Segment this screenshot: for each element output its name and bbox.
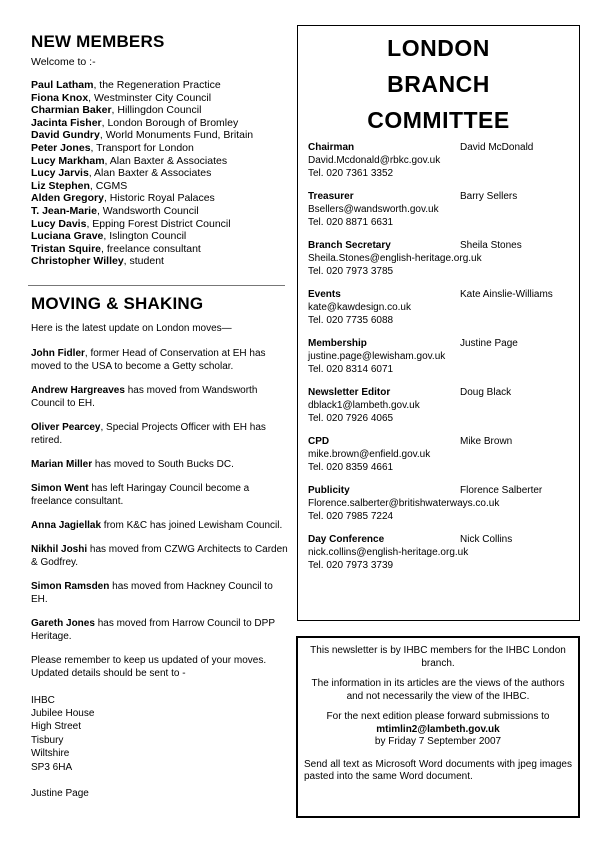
role-email[interactable]: mike.brown@enfield.gov.uk [308, 449, 431, 460]
move-item [31, 421, 289, 447]
move-name: Anna Jagiellak [31, 519, 102, 531]
list-item [31, 142, 286, 155]
list-item [31, 117, 286, 130]
committee-box [297, 25, 580, 621]
move-item [31, 617, 289, 643]
move-text: , Special Projects Officer with EH has retired. [31, 421, 266, 446]
member-org: , London Borough of Bromley [101, 116, 239, 129]
address-line: SP3 6HA [31, 761, 73, 773]
list-item [31, 155, 286, 168]
move-text: has moved from Hackney Council to EH. [31, 580, 273, 605]
member-org: , Transport for London [90, 141, 194, 154]
list-item [31, 243, 286, 256]
committee-role [308, 191, 578, 229]
member-name: Christopher Willey [31, 255, 124, 268]
member-org: , Epping Forest District Council [86, 217, 231, 230]
move-item [31, 458, 289, 471]
committee-role [308, 142, 578, 180]
member-name: Jacinta Fisher [31, 116, 102, 129]
move-name: Marian Miller [31, 458, 93, 470]
move-name: Gareth Jones [31, 617, 95, 629]
list-item [31, 92, 286, 105]
submission-email[interactable]: mtimlin2@lambeth.gov.uk [376, 723, 500, 735]
role-person: David McDonald [460, 142, 534, 153]
role-person: Sheila Stones [460, 240, 522, 251]
role-title: Publicity [308, 485, 350, 496]
role-title: Newsletter Editor [308, 387, 391, 398]
list-item [31, 79, 286, 92]
role-tel: Tel. 020 7361 3352 [308, 167, 394, 179]
committee-role [308, 387, 578, 425]
note-paragraph: This newsletter is by IHBC members for the IHBC London branch. [310, 645, 566, 669]
member-name: Alden Gregory [31, 192, 104, 205]
signoff: Justine Page [31, 787, 89, 799]
moving-shaking-section [31, 293, 289, 799]
move-text: has moved from Wandsworth Council to EH. [31, 384, 258, 409]
role-tel: Tel. 020 7973 3785 [308, 265, 394, 277]
address-line: Jubilee House [31, 707, 95, 719]
member-org: , Hillingdon Council [111, 104, 202, 117]
role-tel: Tel. 020 7973 3739 [308, 559, 394, 571]
member-org: , the Regeneration Practice [93, 79, 221, 91]
list-item [31, 192, 286, 205]
moving-intro: Here is the latest update on London moves— [31, 323, 232, 334]
new-members-heading: NEW MEMBERS [31, 32, 165, 51]
role-person: Kate Ainslie-Williams [460, 289, 553, 300]
move-name: Simon Went [31, 482, 89, 494]
note-paragraph: The information in its articles are the views of the authors and not necessarily the view of the IHBC. [311, 678, 565, 702]
role-tel: Tel. 020 7735 6088 [308, 314, 394, 326]
role-email[interactable]: kate@kawdesign.co.uk [308, 302, 411, 313]
role-email[interactable]: dblack1@lambeth.gov.uk [308, 400, 420, 411]
list-item [31, 167, 286, 180]
move-item [31, 519, 289, 532]
committee-title [298, 30, 579, 138]
member-name: Liz Stephen [31, 179, 90, 192]
role-email[interactable]: Bsellers@wandsworth.gov.uk [308, 204, 439, 215]
moving-heading: MOVING & SHAKING [31, 294, 204, 313]
role-tel: Tel. 020 7985 7224 [308, 510, 394, 522]
member-org: , Islington Council [103, 230, 187, 243]
role-person: Nick Collins [460, 534, 513, 545]
move-item [31, 482, 289, 508]
committee-roles [308, 142, 578, 583]
note-submissions-text: For the next edition please forward submissions to [326, 711, 550, 722]
list-item [31, 180, 286, 193]
role-email[interactable]: justine.page@lewisham.gov.uk [308, 351, 446, 362]
move-name: Simon Ramsden [31, 580, 110, 592]
member-org: , World Monuments Fund, Britain [99, 129, 254, 142]
role-person: Mike Brown [460, 436, 513, 447]
move-item [31, 384, 289, 410]
role-email[interactable]: nick.collins@english-heritage.org.uk [308, 547, 469, 558]
role-email[interactable]: Florence.salberter@britishwaterways.co.uk [308, 498, 500, 509]
member-org: , Alan Baxter & Associates [88, 167, 212, 180]
member-name: Lucy Markham [31, 154, 105, 167]
role-tel: Tel. 020 8359 4661 [308, 461, 394, 473]
move-item [31, 543, 289, 569]
list-item [31, 255, 286, 268]
move-text: has left Haringay Council become a freelance consultant. [31, 482, 250, 507]
role-title: Chairman [308, 142, 355, 153]
role-title: CPD [308, 436, 330, 447]
member-org: , Westminster City Council [88, 91, 212, 104]
role-title: Branch Secretary [308, 240, 391, 251]
member-org: , freelance consultant [101, 242, 201, 255]
role-tel: Tel. 020 8314 6071 [308, 363, 394, 375]
member-name: Paul Latham [31, 79, 94, 91]
role-person: Florence Salberter [460, 485, 543, 496]
role-tel: Tel. 020 8871 6631 [308, 216, 394, 228]
move-item [31, 580, 289, 606]
moving-closing: Please remember to keep us updated of your moves. Updated details should be sent to - [31, 654, 267, 679]
list-item [31, 230, 286, 243]
committee-title-line: COMMITTEE [367, 107, 510, 133]
committee-title-line: LONDON [387, 35, 490, 61]
address-line: Wiltshire [31, 748, 70, 760]
move-name: Nikhil Joshi [31, 543, 88, 555]
role-person: Justine Page [460, 338, 518, 349]
committee-title-line: BRANCH [387, 71, 490, 97]
member-name: David Gundry [31, 129, 100, 142]
address-line: IHBC [31, 694, 55, 706]
member-name: Fiona Knox [31, 91, 89, 104]
list-item [31, 218, 286, 231]
move-text: has moved from CZWG Architects to Carden & Godfrey. [31, 543, 288, 568]
member-name: Lucy Davis [31, 217, 87, 230]
move-text: has moved from Harrow Council to DPP Heritage. [31, 617, 275, 642]
role-title: Membership [308, 338, 367, 349]
role-title: Day Conference [308, 534, 385, 545]
role-title: Events [308, 289, 341, 300]
list-item [31, 205, 286, 218]
role-tel: Tel. 020 7926 4065 [308, 412, 394, 424]
section-divider [28, 285, 285, 286]
member-name: Lucy Jarvis [31, 167, 89, 180]
address-line: High Street [31, 721, 82, 733]
members-list [31, 79, 286, 268]
role-email[interactable]: David.Mcdonald@rbkc.gov.uk [308, 155, 441, 166]
role-email[interactable]: Sheila.Stones@english-heritage.org.uk [308, 253, 482, 264]
list-item [31, 129, 286, 142]
new-members-section [31, 32, 286, 268]
member-name: Charmian Baker [31, 104, 112, 117]
committee-role [308, 534, 578, 572]
move-name: John Fidler [31, 347, 85, 359]
move-item [31, 347, 289, 373]
member-name: T. Jean-Marie [31, 204, 97, 217]
role-person: Doug Black [460, 387, 512, 398]
newsletter-note-box [296, 636, 580, 818]
committee-role [308, 485, 578, 523]
note-submissions [304, 711, 572, 749]
role-person: Barry Sellers [460, 191, 518, 202]
member-org: , student [123, 255, 164, 268]
member-name: Peter Jones [31, 141, 91, 154]
move-text: , former Head of Conservation at EH has moved to the USA to become a Getty scholar. [31, 347, 266, 372]
committee-role [308, 240, 578, 278]
move-name: Andrew Hargreaves [31, 384, 125, 396]
member-org: , Alan Baxter & Associates [104, 154, 228, 167]
note-paragraph: Send all text as Microsoft Word documents with jpeg images pasted into the same Word document. [304, 758, 572, 782]
member-org: , Wandsworth Council [96, 204, 199, 217]
member-org: , CGMS [89, 179, 128, 192]
member-name: Tristan Squire [31, 242, 102, 255]
move-text: from K&C has joined Lewisham Council. [101, 519, 283, 531]
address-line: Tisbury [31, 734, 64, 746]
member-org: , Historic Royal Palaces [103, 192, 215, 205]
role-title: Treasurer [308, 191, 354, 202]
welcome-text: Welcome to :- [31, 56, 96, 68]
move-text: has moved to South Bucks DC. [92, 458, 234, 470]
list-item [31, 104, 286, 117]
committee-role [308, 436, 578, 474]
move-name: Oliver Pearcey [31, 421, 101, 433]
committee-role [308, 289, 578, 327]
member-name: Luciana Grave [31, 230, 104, 243]
committee-role [308, 338, 578, 376]
postal-address [31, 694, 289, 774]
note-deadline: by Friday 7 September 2007 [374, 736, 502, 747]
